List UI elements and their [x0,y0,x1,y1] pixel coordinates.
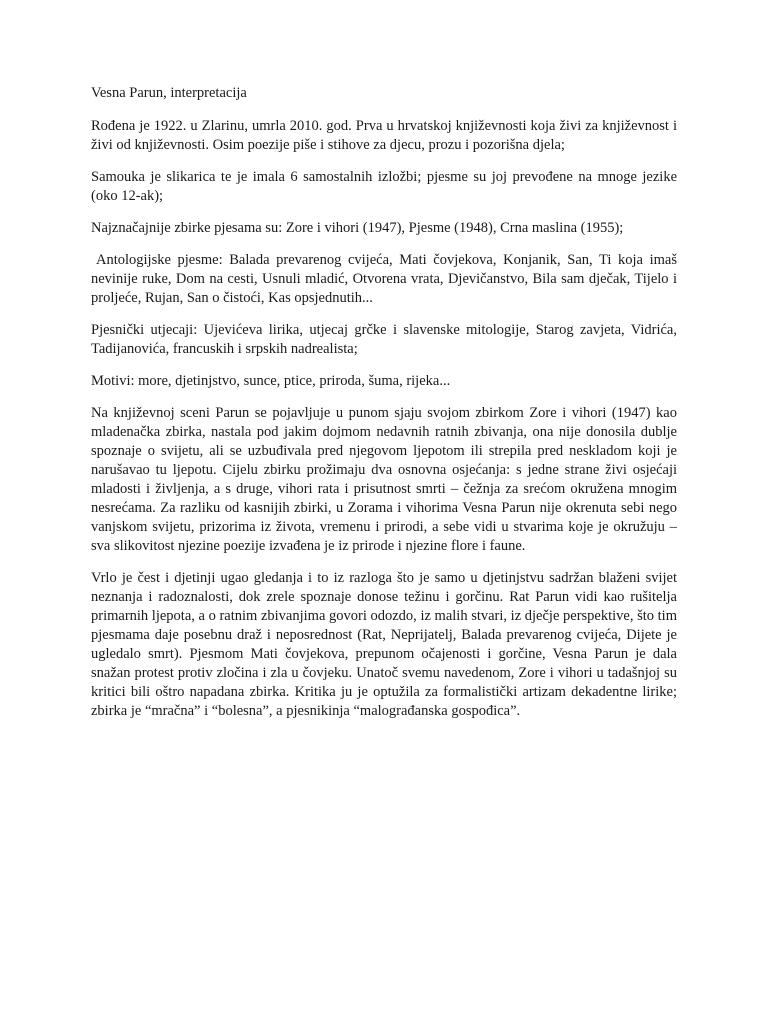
paragraph-biography: Rođena je 1922. u Zlarinu, umrla 2010. god. Prva u hrvatskoj književnosti koja živi za književnost i živi od književnosti. Osim poezije piše i stihove za djecu, prozu i pozorišna djela; [91,118,677,153]
paragraph-motifs: Motivi: more, djetinjstvo, sunce, ptice, priroda, šuma, rijeka... [91,373,451,389]
paragraph-anthology-poems: Antologijske pjesme: Balada prevarenog cvijeća, Mati čovjekova, Konjanik, San, Ti koja imaš nevinije ruke, Dom na cesti, Usnuli mladić, Otvorena vrata, Djevičanstvo, Bila sam dječak, Tijelo i proljeće, Rujan, San o čistoći, Kas opsjednutih... [91,252,677,306]
document-title: Vesna Parun, interpretacija [91,85,247,101]
paragraph-child-perspective: Vrlo je čest i djetinji ugao gledanja i to iz razloga što je samo u djetinjstvu sadržan blaženi svijet neznanja i radoznalosti, dok zrele spoznaje donose težinu i gorčinu. Rat Parun vidi kao rušitelja primarnih ljepota, a o ratnim zbivanjima govori odozdo, iz malih stvari, iz dječje perspektive, što tim pjesmama daje posebnu draž i neposrednost (Rat, Neprijatelj, Balada prevarenog cvijeća, Dijete je ugledalo smrt). Pjesmom Mati čovjekova, prepunom očajenosti i gorčine, Vesna Parun je dala snažan protest protiv zločina i zla u čovjeku. Unatoč svemu navedenom, Zore i vihori u tadašnjoj su kritici bili oštro napadana zbirka. Kritika ju je optužila za formalistički artizam dekadentne lirike; zbirka je “mračna” i “bolesna”, a pjesnikinja “malograđanska gospođica”. [91,570,677,719]
document-page [91,84,677,734]
paragraph-collections: Najznačajnije zbirke pjesama su: Zore i vihori (1947), Pjesme (1948), Crna maslina (1955); [91,220,624,236]
paragraph-zore-i-vihori: Na književnoj sceni Parun se pojavljuje u punom sjaju svojom zbirkom Zore i vihori (1947) kao mladenačka zbirka, nastala pod jakim dojmom nedavnih ratnih zbivanja, ona nije donosila dublje spoznaje o svijetu, ali se uzbuđivala pred njegovom ljepotom ili strepila pred neskladom koji je narušavao tu ljepotu. Cijelu zbirku prožimaju dva osnovna osjećanja: s jedne strane živi osjećaji mladosti i življenja, a s druge, vihori rata i prisutnost smrti – čežnja za srećom okružena mnogim nesrećama. Za razliku od kasnijih zbirki, u Zorama i vihorima Vesna Parun nije okrenuta sebi nego vanjskom svijetu, prizorima iz života, vremenu i prirodi, a sebe vidi u stvarima koje je okružuju – sva slikovitost njezine poezije izvađena je iz prirode i njezine flore i faune. [91,405,677,554]
paragraph-painter: Samouka je slikarica te je imala 6 samostalnih izložbi; pjesme su joj prevođene na mnoge jezike (oko 12-ak); [91,169,677,204]
paragraph-influences: Pjesnički utjecaji: Ujevićeva lirika, utjecaj grčke i slavenske mitologije, Starog zavjeta, Vidrića, Tadijanovića, francuskih i srpskih nadrealista; [91,322,677,357]
